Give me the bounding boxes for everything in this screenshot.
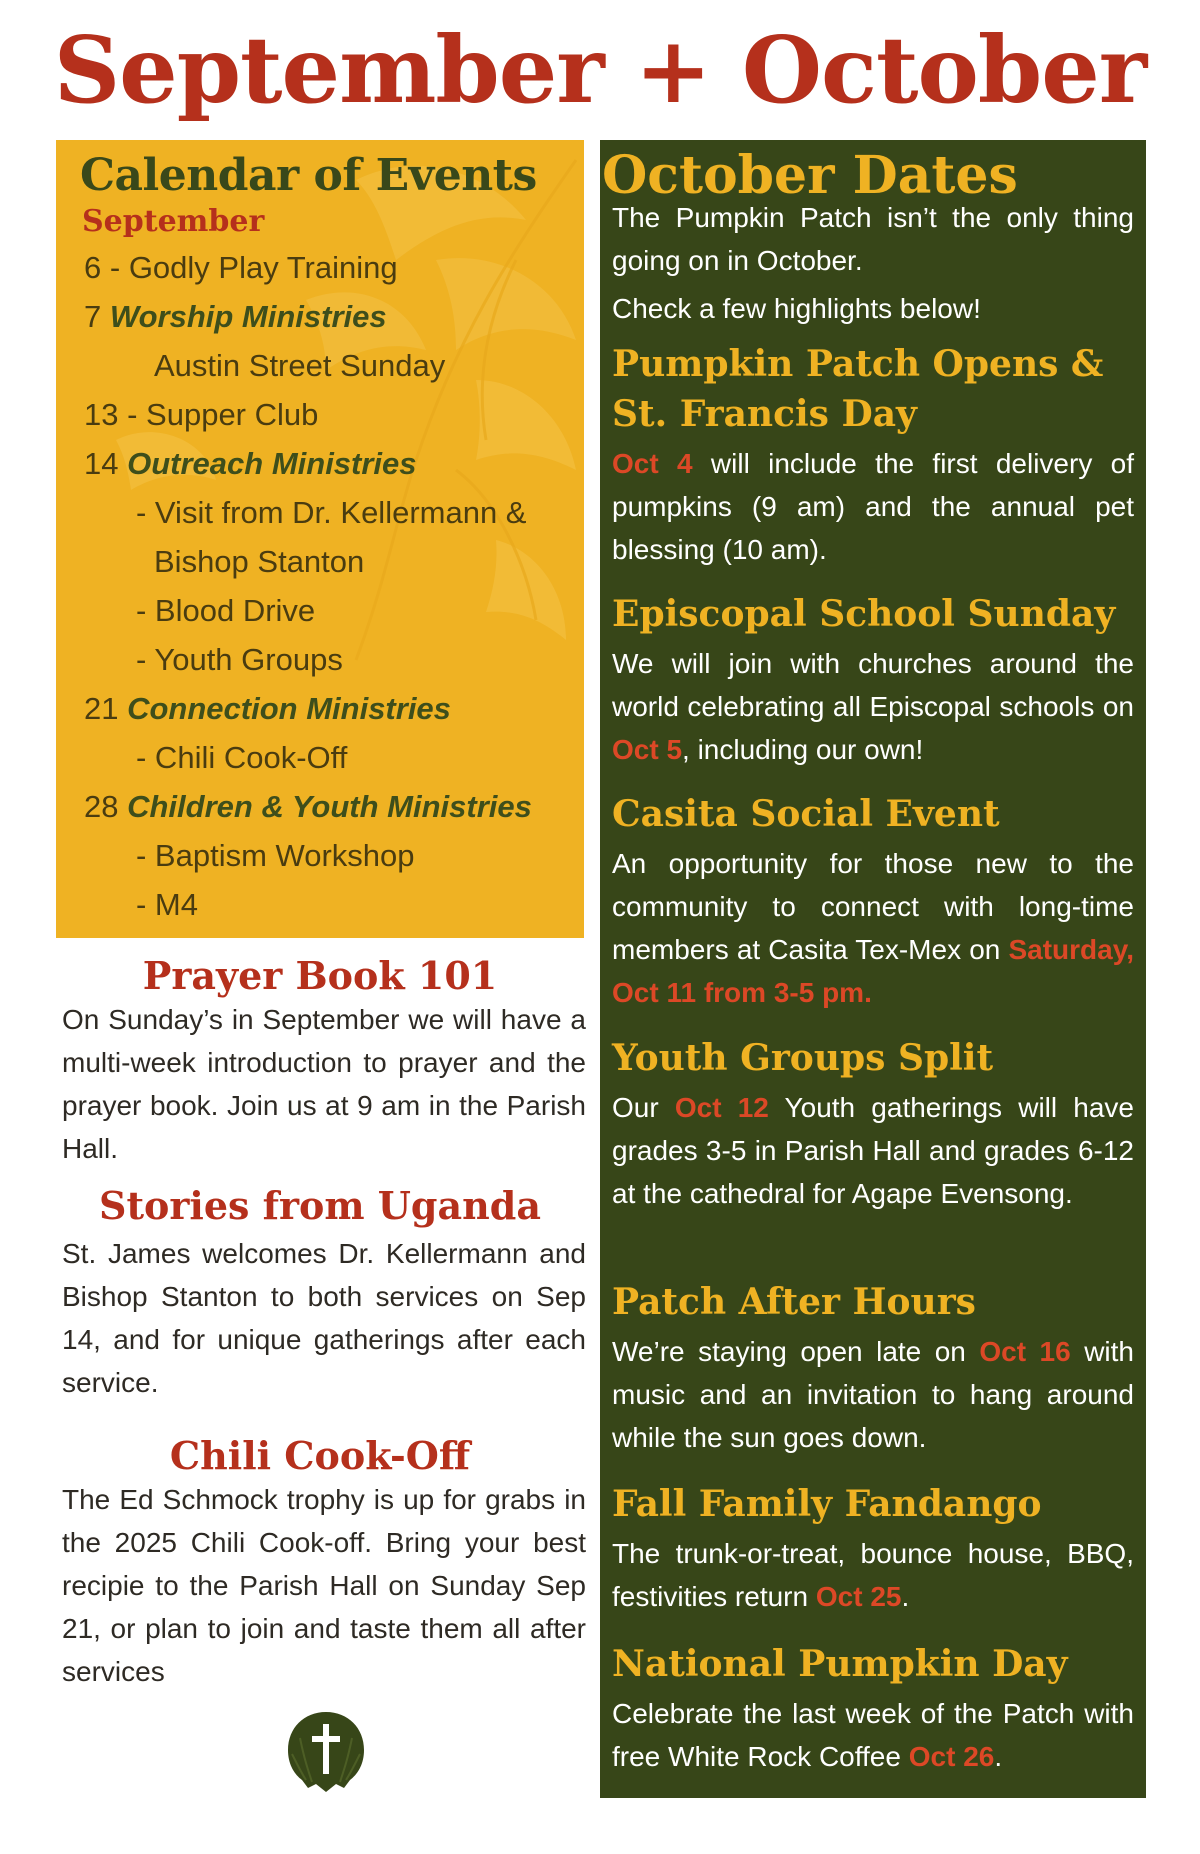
- calendar-entry: [154, 542, 364, 582]
- event-body: [612, 442, 1134, 571]
- entry-date: 13 -: [84, 397, 138, 432]
- event-title: Episcopal School Sunday: [612, 593, 1116, 635]
- entry-ministry: Outreach Ministries: [127, 446, 417, 481]
- event-body-post: with music and an invitation to hang around while the sun goes down.: [612, 1336, 1134, 1453]
- shell-cross-icon: [284, 1708, 368, 1794]
- calendar-entry: [84, 787, 532, 827]
- event-title: Fall Family Fandango: [612, 1483, 1042, 1525]
- event-body-post: .: [901, 1581, 910, 1612]
- event-body: [612, 1692, 1134, 1778]
- event-title: National Pumpkin Day: [612, 1643, 1068, 1685]
- event-title: Pumpkin Patch Opens &: [612, 343, 1104, 385]
- entry-text: Godly Play Training: [128, 250, 398, 285]
- calendar-entry: [136, 885, 198, 925]
- event-date: Oct 12: [674, 1092, 769, 1123]
- october-intro-highlights: Check a few highlights below!: [612, 293, 981, 324]
- calendar-panel: [56, 140, 584, 938]
- event-body-post: , including our own!: [682, 734, 924, 765]
- uganda-title: Stories from Uganda: [99, 1183, 541, 1228]
- calendar-entry: [84, 689, 451, 729]
- event-body-pre: We’re staying open late on: [612, 1336, 980, 1367]
- entry-text: Supper Club: [146, 397, 319, 432]
- event-date: Oct 4: [612, 448, 693, 479]
- event-body: [612, 842, 1134, 1014]
- prayer-book-body: On Sunday’s in September we will have a multi-week introduction to prayer and the prayer book. Join us at 9 am in the Parish Hall.: [62, 1004, 586, 1164]
- page-title: September + October: [53, 16, 1147, 124]
- calendar-entry: [136, 591, 315, 631]
- entry-text: - Visit from Dr. Kellermann &: [136, 495, 527, 530]
- entry-text: - Chili Cook-Off: [136, 740, 348, 775]
- event-body-pre: Our: [612, 1092, 675, 1123]
- event-body-pre: The trunk-or-treat, bounce house, BBQ, festivities return: [612, 1538, 1134, 1612]
- calendar-entry: [84, 248, 398, 288]
- entry-text: Austin Street Sunday: [154, 348, 446, 383]
- october-title: October Dates: [602, 145, 1018, 206]
- entry-date: 21: [84, 691, 119, 726]
- calendar-entry: [136, 640, 343, 680]
- calendar-entry: [136, 738, 347, 778]
- uganda-body: St. James welcomes Dr. Kellermann and Bishop Stanton to both services on Sep 14, and for unique gatherings after each service.: [62, 1238, 586, 1398]
- event-title-continued: St. Francis Day: [612, 393, 917, 435]
- event-body-post: Youth gatherings will have grades 3-5 in Parish Hall and grades 6-12 at the cathedral for Agape Evensong.: [612, 1092, 1134, 1209]
- event-title: Casita Social Event: [612, 793, 1000, 835]
- october-intro: The Pumpkin Patch isn’t the only thing going on in October.: [612, 202, 1134, 276]
- entry-ministry: Worship Ministries: [109, 299, 387, 334]
- entry-ministry: Connection Ministries: [127, 691, 451, 726]
- calendar-entry: [84, 444, 417, 484]
- calendar-month: September: [82, 204, 265, 239]
- entry-text: - Youth Groups: [136, 642, 343, 677]
- event-date: Saturday, Oct 11 from 3-5 pm.: [612, 934, 1134, 1008]
- event-date: Oct 26: [908, 1741, 995, 1772]
- entry-text: - Baptism Workshop: [136, 838, 415, 873]
- chili-body: The Ed Schmock trophy is up for grabs in the 2025 Chili Cook-off. Bring your best recipie to the Parish Hall on Sunday Sep 21, or plan to join and taste them all after services: [62, 1484, 586, 1687]
- calendar-entry: [136, 493, 526, 533]
- event-body-post: will include the first delivery of pumpkins (9 am) and the annual pet blessing (10 am).: [612, 448, 1134, 565]
- calendar-title: Calendar of Events: [80, 150, 537, 201]
- chili-title: Chili Cook-Off: [169, 1433, 471, 1478]
- entry-text: Bishop Stanton: [154, 544, 365, 579]
- calendar-entry: [154, 346, 445, 386]
- prayer-book-title: Prayer Book 101: [142, 953, 498, 998]
- entry-text: - Blood Drive: [136, 593, 316, 628]
- october-panel: [600, 140, 1146, 1798]
- event-date: Oct 16: [979, 1336, 1071, 1367]
- event-body-pre: An opportunity for those new to the community to connect with long-time members at Casita Tex-Mex on: [612, 848, 1134, 965]
- event-body-pre: Celebrate the last week of the Patch with free White Rock Coffee: [612, 1698, 1134, 1772]
- event-body: [612, 642, 1134, 771]
- event-body-post: .: [994, 1741, 1003, 1772]
- entry-ministry: Children & Youth Ministries: [127, 789, 532, 824]
- event-date: Oct 5: [612, 734, 683, 765]
- event-body: [612, 1532, 1134, 1618]
- calendar-entry: [84, 297, 387, 337]
- entry-text: - M4: [136, 887, 198, 922]
- event-title: Patch After Hours: [612, 1281, 976, 1323]
- event-body: [612, 1330, 1134, 1459]
- event-body: [612, 1086, 1134, 1215]
- event-title: Youth Groups Split: [612, 1037, 994, 1079]
- entry-date: 28: [84, 789, 119, 824]
- calendar-entry: [136, 836, 415, 876]
- entry-date: 7: [84, 299, 102, 334]
- entry-date: 14: [84, 446, 119, 481]
- event-date: Oct 25: [815, 1581, 902, 1612]
- event-body-pre: We will join with churches around the world celebrating all Episcopal schools on: [612, 648, 1134, 722]
- calendar-entry: [84, 395, 318, 435]
- entry-date: 6 -: [84, 250, 121, 285]
